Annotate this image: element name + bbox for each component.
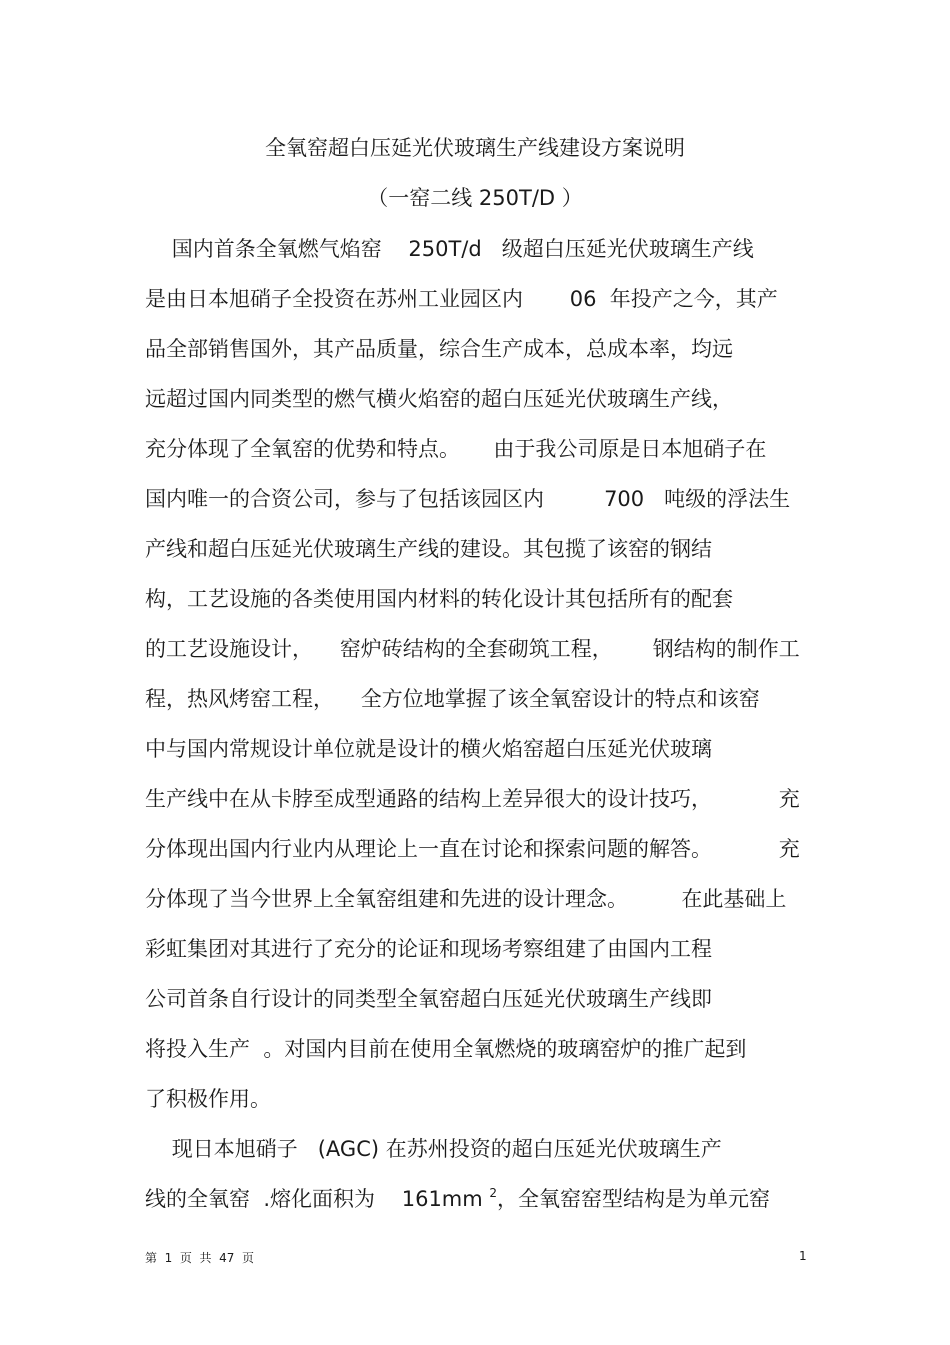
- paragraph-line: 中与国内常规设计单位就是设计的横火焰窑超白压延光伏玻璃: [145, 737, 712, 761]
- paragraph-line-with-superscript: [145, 1185, 770, 1216]
- paragraph-line: 程，热风烤窑工程， 全方位地掌握了该全氧窑设计的特点和该窑: [145, 687, 760, 711]
- paragraph-text: ，全氧窑窑型结构是为单元窑: [497, 1187, 771, 1211]
- superscript: 2: [489, 1186, 498, 1200]
- paragraph-line: 分体现了当今世界上全氧窑组建和先进的设计理念。 在此基础上: [145, 887, 787, 911]
- document-subtitle: （一窑二线 250T/D ）: [367, 186, 583, 210]
- paragraph-line: 构，工艺设施的各类使用国内材料的转化设计其包括所有的配套: [145, 587, 733, 611]
- paragraph-line: 产线和超白压延光伏玻璃生产线的建设。其包揽了该窑的钢结: [145, 537, 712, 561]
- paragraph-line: 了积极作用。: [145, 1087, 271, 1111]
- page-number: 1: [799, 1249, 807, 1263]
- paragraph-line: 生产线中在从卡脖至成型通路的结构上差异很大的设计技巧， 充: [145, 787, 800, 811]
- paragraph-line: 彩虹集团对其进行了充分的论证和现场考察组建了由国内工程: [145, 937, 712, 961]
- paragraph-line: 国内唯一的合资公司，参与了包括该园区内 700 吨级的浮法生: [145, 487, 791, 511]
- paragraph-line: 公司首条自行设计的同类型全氧窑超白压延光伏玻璃生产线即: [145, 987, 712, 1011]
- paragraph-line: 是由日本旭硝子全投资在苏州工业园区内 06 年投产之今，其产: [145, 287, 778, 311]
- paragraph-line: 国内首条全氧燃气焰窑 250T/d 级超白压延光伏玻璃生产线: [145, 237, 754, 261]
- paragraph-line: 将投入生产 。对国内目前在使用全氧燃烧的玻璃窑炉的推广起到: [145, 1037, 747, 1061]
- paragraph-line: 充分体现了全氧窑的优势和特点。 由于我公司原是日本旭硝子在: [145, 437, 767, 461]
- paragraph-line: 现日本旭硝子 (AGC) 在苏州投资的超白压延光伏玻璃生产: [145, 1137, 722, 1161]
- paragraph-line: 的工艺设施设计， 窑炉砖结构的全套砌筑工程， 钢结构的制作工: [145, 637, 800, 661]
- paragraph-text: 线的全氧窑 .熔化面积为 161mm: [145, 1187, 490, 1211]
- paragraph-line: 品全部销售国外，其产品质量，综合生产成本，总成本率，均远: [145, 337, 733, 361]
- page-info: 第 1 页 共 47 页: [145, 1251, 255, 1265]
- paragraph-line: 远超过国内同类型的燃气横火焰窑的超白压延光伏玻璃生产线，: [145, 387, 733, 411]
- document-title: 全氧窑超白压延光伏玻璃生产线建设方案说明: [265, 136, 685, 160]
- paragraph-line: 分体现出国内行业内从理论上一直在讨论和探索问题的解答。 充: [145, 837, 800, 861]
